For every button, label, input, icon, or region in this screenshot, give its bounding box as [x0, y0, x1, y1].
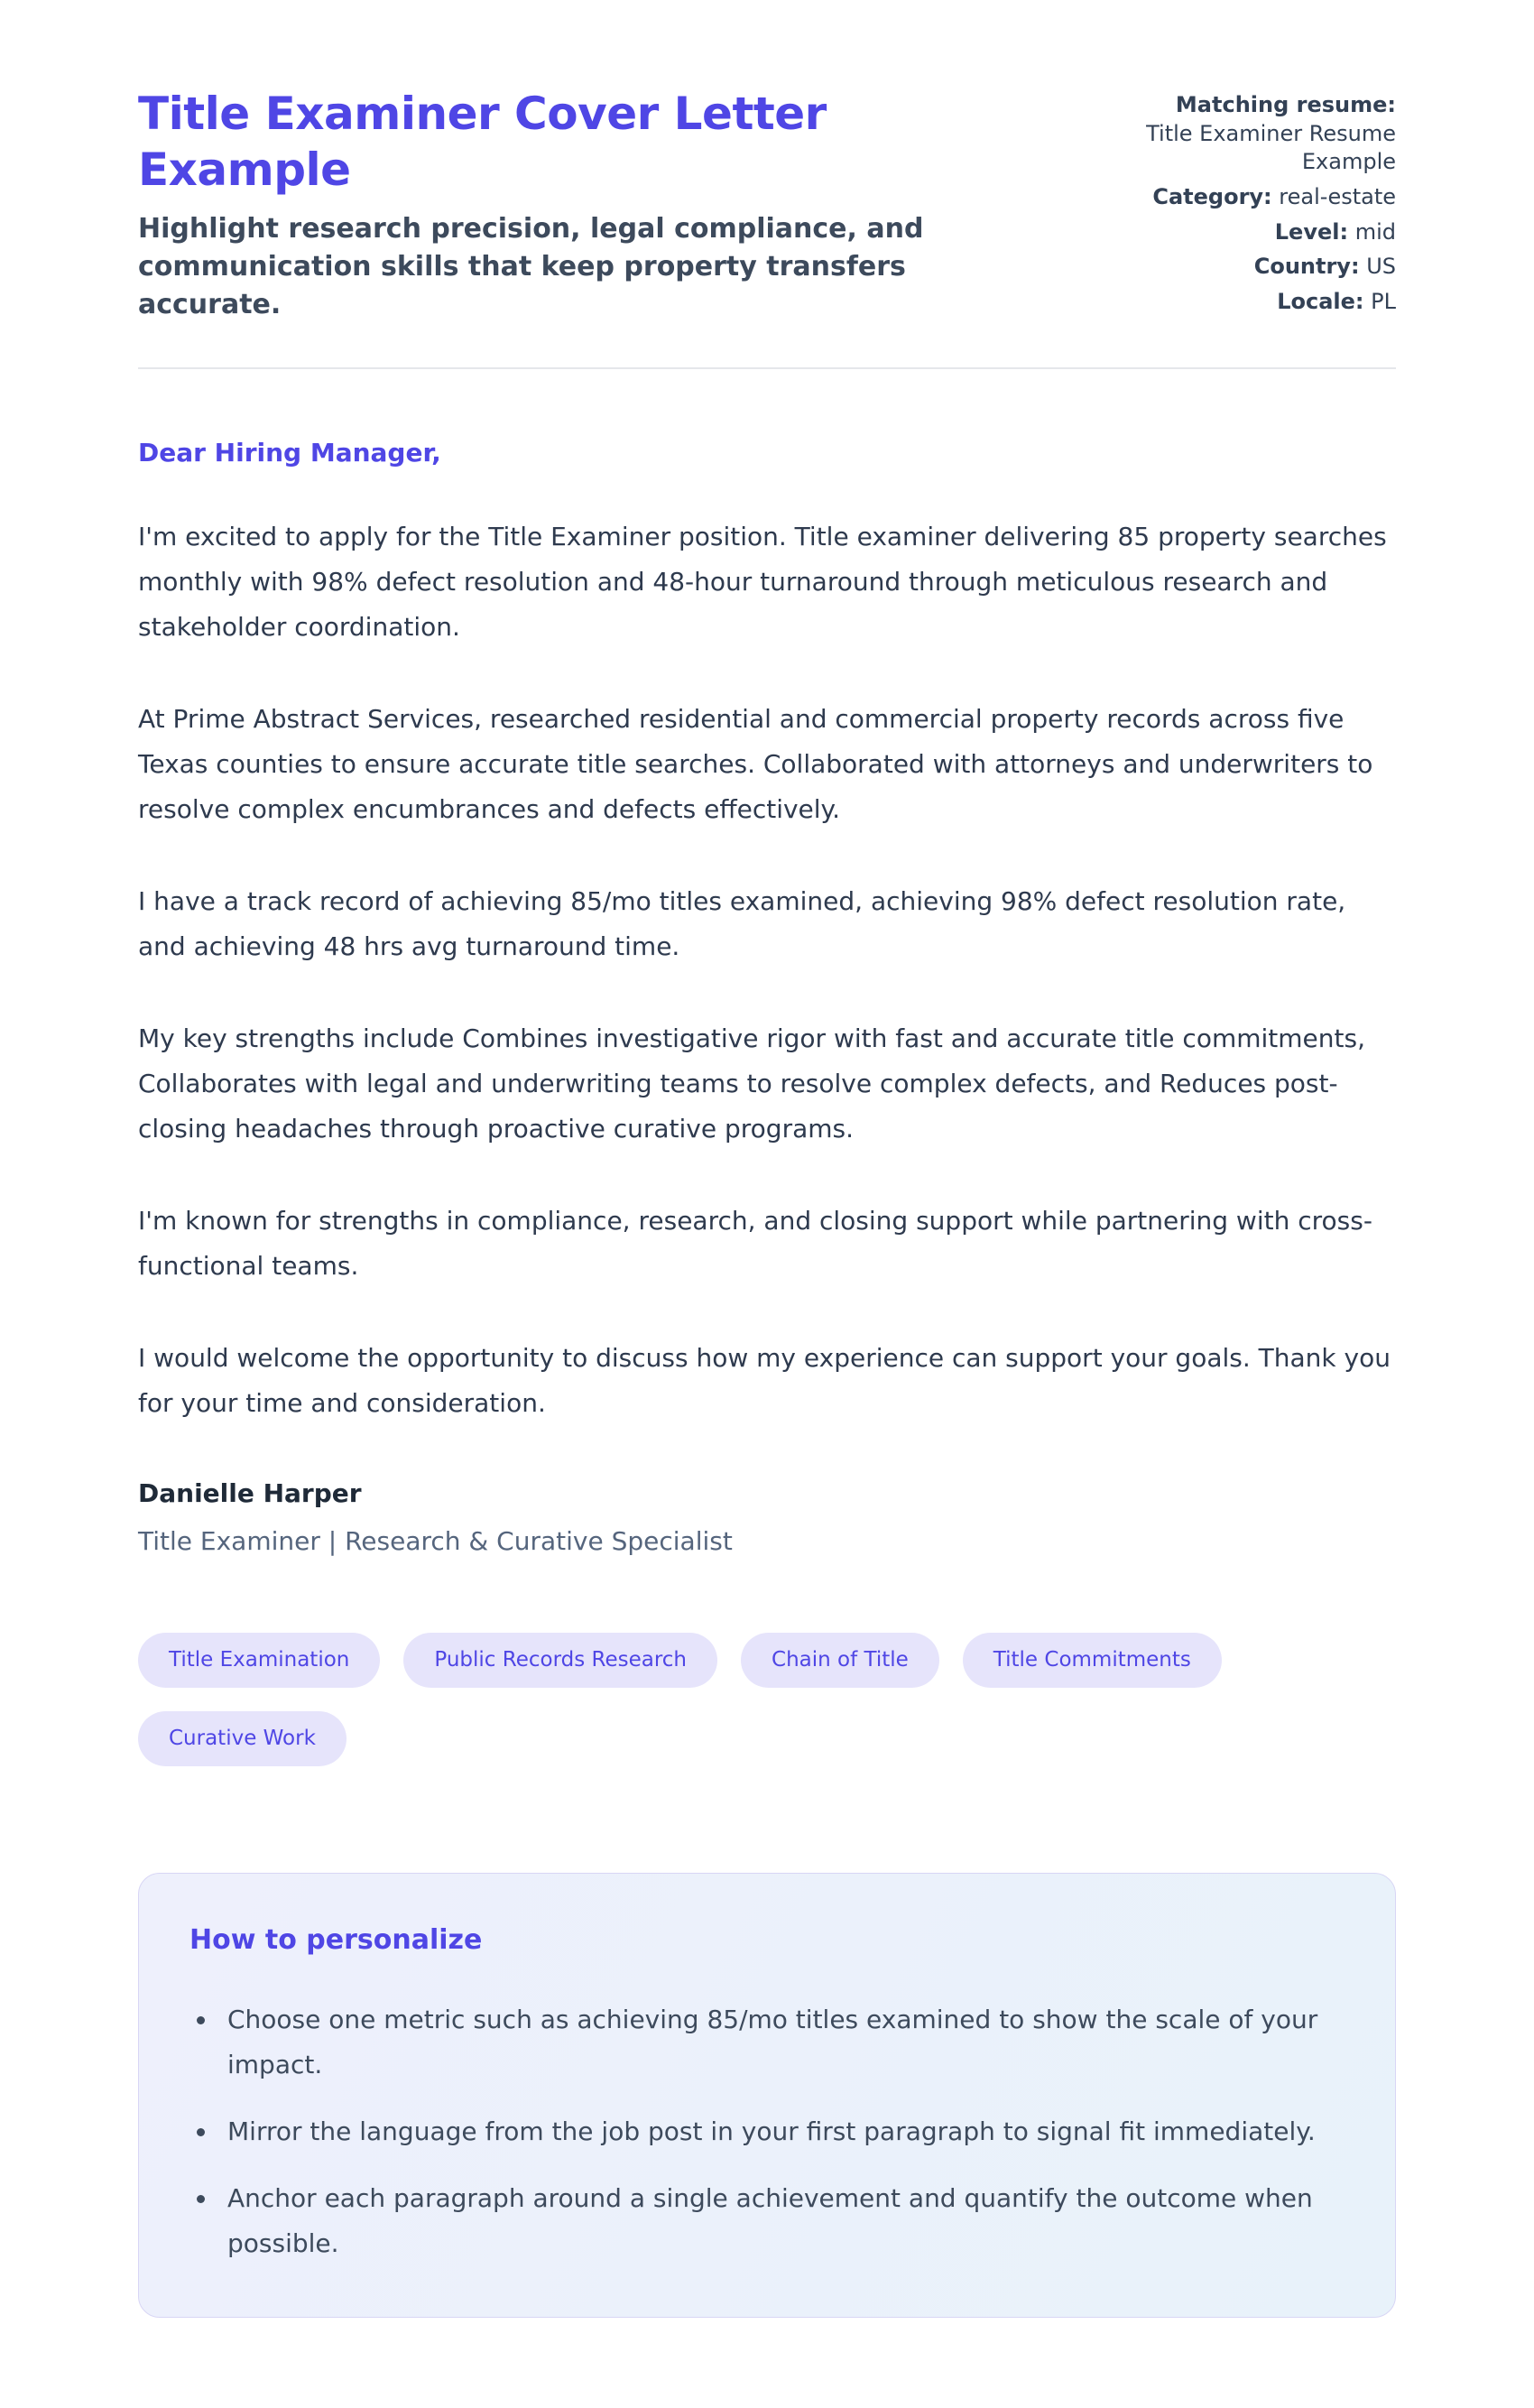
personalize-bullet: • Choose one metric such as achieving 85/mo titles examined to show the scale of your impact.	[218, 1997, 1345, 2088]
letter-greeting: Dear Hiring Manager,	[138, 438, 441, 468]
meta-value: US	[1366, 254, 1396, 280]
meta-label: Category:	[1152, 184, 1272, 210]
header	[138, 86, 1396, 324]
page-title: Title Examiner Cover Letter Example	[138, 88, 827, 196]
personalize-heading: How to personalize	[189, 1924, 483, 1956]
letter-paragraph: I have a track record of achieving 85/mo titles examined, achieving 98% defect resolution rate, and achieving 48 hrs avg turnaround time.	[138, 886, 1346, 961]
meta-value: mid	[1354, 218, 1396, 245]
cover-letter-body	[138, 438, 1396, 1426]
personalize-bullet: • Anchor each paragraph around a single achievement and quantify the outcome when possible.	[218, 2176, 1345, 2266]
page-container	[138, 0, 1396, 2408]
personalize-bullet: • Mirror the language from the job post in your first paragraph to signal fit immediately.	[218, 2109, 1345, 2154]
tag-pill-curative-work[interactable]: Curative Work	[138, 1711, 347, 1766]
signature-role: Title Examiner | Research & Curative Specialist	[138, 1526, 733, 1556]
tag-pill-chain-of-title[interactable]: Chain of Title	[741, 1633, 939, 1688]
tag-pill-public-records-research[interactable]: Public Records Research	[403, 1633, 717, 1688]
page-subtitle: Highlight research precision, legal compliance, and communication skills that keep property transfers accurate.	[138, 213, 924, 320]
meta-row-matching-resume	[1130, 91, 1396, 177]
meta-row-country	[1130, 253, 1396, 282]
letter-paragraph: I would welcome the opportunity to discuss how my experience can support your goals. Thank you for your time and consideration.	[138, 1343, 1391, 1418]
letter-paragraph: At Prime Abstract Services, researched residential and commercial property records across five Texas counties to ensure accurate title searches. Collaborated with attorneys and underwriters to resolve complex encumbrances and defects effectively.	[138, 704, 1373, 824]
meta-label: Matching resume:	[1175, 92, 1396, 117]
signature-block	[138, 1478, 1396, 1556]
letter-paragraph: I'm known for strengths in compliance, research, and closing support while partnering with cross-functional teams.	[138, 1206, 1372, 1281]
meta-panel	[1130, 86, 1396, 323]
meta-row-level	[1130, 218, 1396, 247]
header-title-block	[138, 86, 1040, 324]
signature-name: Danielle Harper	[138, 1478, 362, 1508]
meta-value: PL	[1371, 289, 1396, 315]
tag-pill-title-examination[interactable]: Title Examination	[138, 1633, 380, 1688]
meta-label: Locale:	[1277, 289, 1364, 315]
meta-row-category	[1130, 183, 1396, 212]
meta-label: Country:	[1253, 254, 1360, 280]
meta-row-locale	[1130, 288, 1396, 317]
header-divider	[138, 367, 1396, 369]
tag-pill-title-commitments[interactable]: Title Commitments	[963, 1633, 1222, 1688]
meta-value: real-estate	[1279, 184, 1396, 210]
meta-value: Title Examiner Resume Example	[1146, 120, 1396, 175]
personalize-list	[180, 1997, 1345, 2266]
meta-label: Level:	[1274, 218, 1349, 245]
letter-paragraph: My key strengths include Combines investigative rigor with fast and accurate title commitments, Collaborates with legal and underwriting teams to resolve complex defects, and Reduces post-closing headaches through proactive curative programs.	[138, 1023, 1365, 1144]
letter-paragraph: I'm excited to apply for the Title Examiner position. Title examiner delivering 85 property searches monthly with 98% defect resolution and 48-hour turnaround through meticulous research and stakeholder coordination.	[138, 522, 1387, 642]
skill-tags-row	[138, 1633, 1396, 1766]
personalize-card	[138, 1873, 1396, 2318]
